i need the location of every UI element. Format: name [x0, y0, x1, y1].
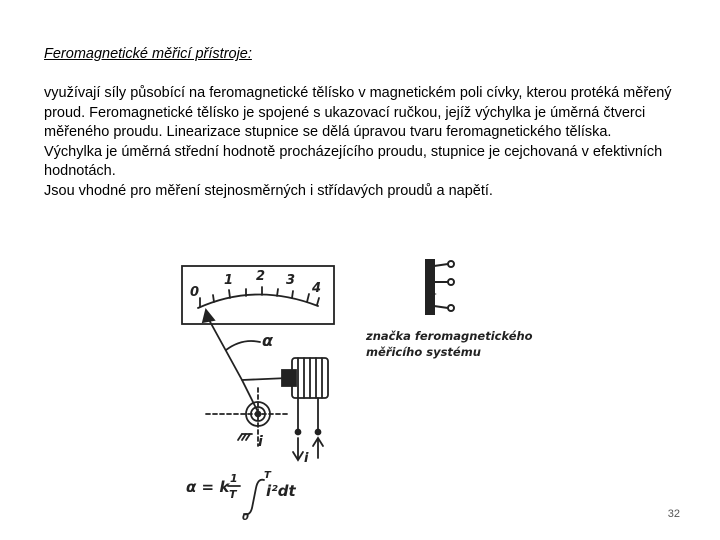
angle-label: α	[262, 331, 273, 350]
symbol-terminal-mid	[448, 279, 454, 285]
symbol-terminal-top	[448, 261, 454, 267]
scale-label-4: 4	[312, 281, 322, 296]
paragraph-principle: využívají síly působící na feromagnetické tělísko v magnetickém poli cívky, kterou protéká měřený proud. Feromagnetické tělísko je spojené s ukazovací ručkou, jejíž výchylka je úměrná čtverci měřeného proudu. Linearizace stupnice se dělá úpravou tvaru feromagnetického tělíska.	[44, 85, 672, 140]
paragraph-deflection: Výchylka je úměrná střední hodnotě procházejícího proudu, stupnice je cejchovaná v efektivních hodnotách.	[44, 143, 663, 179]
formula-upper-limit: T	[264, 470, 271, 481]
current-label-coil: i	[258, 434, 263, 450]
slide-heading: Feromagnetické měřicí přístroje:	[44, 46, 252, 62]
ferromagnetic-symbol-figure	[360, 256, 560, 366]
symbol-lead-bottom	[434, 306, 448, 308]
integral-sign	[244, 480, 264, 515]
symbol-caption-line1: značka feromagnetického	[366, 329, 533, 343]
formula-fraction-num: 1	[230, 472, 238, 485]
pointer-arm	[208, 318, 242, 380]
page-number: 32	[667, 508, 680, 520]
terminal-right	[316, 430, 321, 435]
formula-fraction-den: T	[229, 488, 237, 501]
terminal-left	[296, 430, 301, 435]
current-label-arrow: i	[304, 451, 309, 466]
symbol-terminal-bottom	[448, 305, 454, 311]
formula-lower-limit: 0	[242, 512, 249, 522]
scale-ticks	[200, 287, 319, 307]
symbol-lead-top	[434, 264, 448, 266]
formula-lhs: α = k	[186, 478, 230, 496]
scale-label-1: 1	[224, 273, 234, 288]
iron-core	[282, 370, 296, 386]
scale-label-2: 2	[256, 269, 266, 284]
meter-diagram	[176, 262, 346, 522]
symbol-caption-line2: měřicího systému	[366, 345, 481, 359]
slide-body	[44, 84, 684, 201]
scale-label-3: 3	[286, 273, 296, 288]
formula-integrand: i²dt	[266, 482, 296, 500]
paragraph-usage: Jsou vhodné pro měření stejnosměrných i střídavých proudů a napětí.	[44, 182, 493, 199]
coil-windings	[298, 358, 322, 398]
scale-label-0: 0	[190, 285, 200, 300]
angle-arc	[226, 341, 260, 350]
scale-arc	[198, 294, 318, 308]
